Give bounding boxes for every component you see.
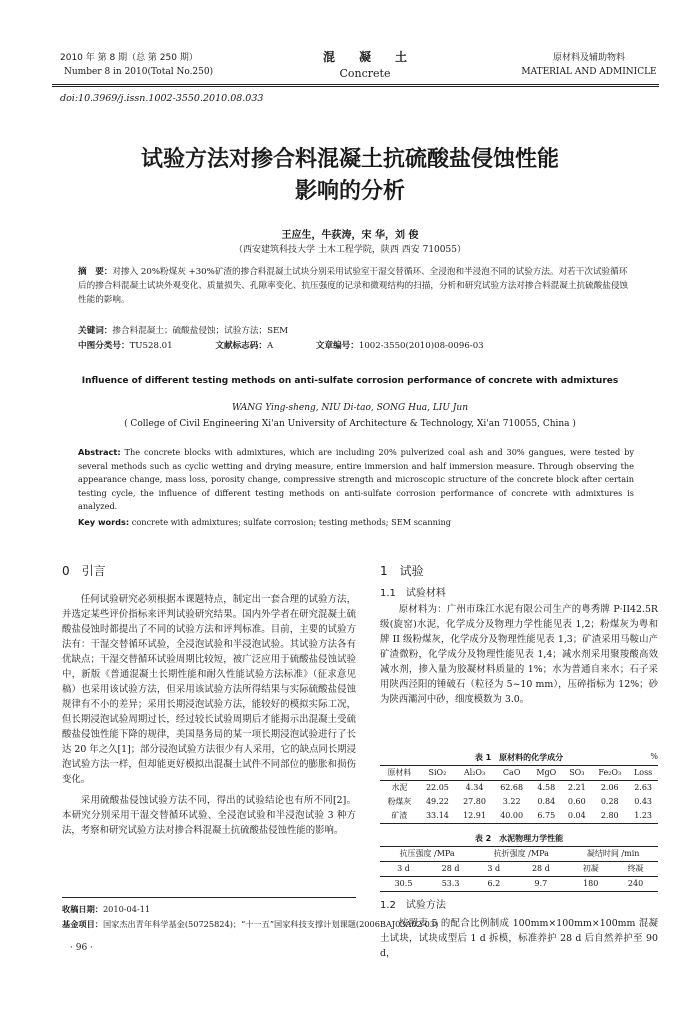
- table-2-group-header: 凝结时间 /min: [586, 849, 640, 858]
- column-en: MATERIAL AND ADMINICLE: [521, 67, 657, 77]
- keywords-cn: 关键词：掺合料混凝土；硫酸盐侵蚀；试验方法；SEM: [78, 326, 289, 336]
- table-cell: 12.91: [463, 811, 486, 820]
- table-1-header: MgO: [536, 768, 557, 777]
- table-2-subheader: 3 d: [397, 864, 410, 873]
- title-cn-line2: 影响的分析: [294, 179, 405, 204]
- table-row: [380, 781, 658, 796]
- affiliation-en: ( College of Civil Engineering Xi'an University of Architecture & Technology, Xi'an 710055, China ): [124, 419, 576, 429]
- table-2-subheader: 28 d: [531, 864, 550, 873]
- table-cell: 2.80: [600, 811, 619, 820]
- table-cell: 0.04: [567, 811, 586, 820]
- table-cell: 0.84: [537, 797, 556, 806]
- table-1-unit: %: [650, 752, 658, 761]
- fund-info: 基金项目：国家杰出青年科学基金(50725824)；“十一五”国家科技支撑计划课题(2006BAJ03A02-03): [62, 919, 439, 929]
- table-cell: 4.58: [537, 783, 556, 792]
- abstract-cn-text: 对掺入 20%粉煤灰 +30%矿渣的掺合料混凝土试块分别采用试验室干湿交替循环、全浸泡和半浸泡不同的试验方法。对若干次试验循环后的掺合料混凝土试块外观变化、质量损失、孔隙率变化、抗压强度的记录和微观结构的扫描，分析和研究试验方法对掺合料混凝土抗硫酸盐侵蚀性能的影响。: [78, 267, 629, 305]
- table-cell: 30.5: [394, 879, 413, 888]
- table-2-group-header: 抗压强度 /MPa: [399, 849, 455, 858]
- section-0-paragraph-2: 采用硫酸盐侵蚀试验方法不同，得出的试验结论也有所不同[2]。本研究分别采用干湿交替循环试验、全浸泡试验和半浸泡试验 3 种方法，考察和研究试验方法对掺合料混凝土抗硫酸盐侵蚀性能的影响。: [62, 795, 356, 836]
- section-0-heading: 0 引言: [62, 564, 106, 578]
- table-row: [380, 877, 658, 892]
- journal-en: Concrete: [339, 67, 391, 80]
- table-1-header: 原材料: [387, 768, 412, 777]
- table-cell: 1.23: [634, 811, 653, 820]
- table-cell: 22.05: [425, 783, 449, 792]
- table-cell: 40.00: [500, 811, 524, 820]
- table-cell: 6.2: [487, 879, 501, 888]
- table-1-caption: 表 1 原材料的化学成分: [474, 753, 564, 762]
- authors-en: WANG Ying-sheng, NIU Di-tao, SONG Hua, LIU Jun: [231, 403, 469, 413]
- table-cell: 53.3: [441, 879, 460, 888]
- table-cell: 2.06: [600, 783, 619, 792]
- table-1-header: SO₃: [569, 768, 585, 777]
- section-1-2-heading: 1.2 试验方法: [380, 900, 446, 911]
- table-cell: 0.43: [634, 797, 653, 806]
- authors-cn: 王应生，牛荻涛，宋 华，刘 俊: [281, 230, 419, 241]
- doi: doi:10.3969/j.issn.1002-3550.2010.08.033: [60, 93, 264, 104]
- section-1-1-heading: 1.1 试验材料: [380, 588, 446, 599]
- section-0-body: [62, 592, 356, 838]
- table-1-header-row: [380, 766, 658, 781]
- journal-cn: 混 凝 土: [322, 50, 407, 64]
- section-1-2-paragraph: 按照表 5 的配合比例制成 100mm×100mm×100mm 混凝土试块，试块成型后 1 d 拆模，标准养护 28 d 后自然养护至 90 d，: [380, 918, 658, 959]
- column-cn: 原材料及辅助物料: [552, 53, 625, 63]
- table-cell: 33.14: [425, 811, 449, 820]
- table-cell: 49.22: [425, 797, 449, 806]
- table-2: [380, 833, 658, 892]
- affiliation-cn: （西安建筑科技大学 土木工程学院，陕西 西安 710055）: [234, 245, 466, 255]
- table-cell: 6.75: [537, 811, 556, 820]
- table-1-header: CaO: [502, 768, 521, 777]
- table-cell: 0.28: [600, 797, 619, 806]
- section-1-2-body: [380, 916, 658, 961]
- section-1-heading: 1 试验: [380, 564, 424, 578]
- received-date: 收稿日期：2010-04-11: [62, 904, 151, 914]
- table-cell: 粉煤灰: [387, 797, 412, 806]
- abstract-cn-label: 摘 要：: [78, 267, 113, 277]
- section-0-paragraph-1: 任何试验研究必须根据本课题特点，制定出一套合理的试验方法，并选定某些评价指标来评判试验研究结果。国内外学者在研究混凝土硫酸盐侵蚀时都提出了不同的试验方法和评判标准。目前，主要的试验方法有：干湿交替循环试验，全浸泡试验和半浸泡试验。其试验方法各有优缺点；干湿交替循环试验周期比较短，被广泛应用于硫酸盐侵蚀试验中，新版《普通混凝土长期性能和耐久性能试验方法标准》（征求意见稿）也采用该试验方法，但采用该试验方法所得结果与实际硫酸盐侵蚀规律有不小的差异；采用长期浸泡试验方法，能较好的模拟实际工况，但长期浸泡试验周期过长，经过较长试验周期后才能揭示出混凝土受硫酸盐侵蚀性能下降的规律，美国垦务局的某一项长期浸泡试验进行了长达 20 年之久[1]；部分浸泡试验方法很少有人采用，它的缺点同长期浸泡试验方法一样，但却能更好模拟出混凝土试件不同部位的膨胀和损伤变化。: [62, 594, 356, 785]
- table-cell: 矿渣: [391, 811, 408, 820]
- table-1-grid: [380, 765, 658, 824]
- table-cell: 27.80: [463, 797, 486, 806]
- table-cell: 180: [583, 879, 599, 888]
- table-cell: 240: [627, 879, 644, 888]
- header-rule-2: [52, 86, 659, 87]
- table-2-subheader-row: [380, 862, 658, 877]
- keywords-en: Key words: concrete with admixtures; sulfate corrosion; testing methods; SEM scanning: [78, 517, 452, 527]
- table-cell: 9.7: [534, 879, 548, 888]
- table-2-subheader: 终凝: [627, 864, 644, 873]
- table-cell: 3.22: [502, 797, 521, 806]
- table-row: [380, 809, 658, 824]
- classification-line: 中图分类号：TU528.01 文献标志码：A 文章编号：1002-3550(2010)08-0096-03: [78, 341, 484, 351]
- abstract-en: Abstract: The concrete blocks with admixtures, which are including 20% pulverized coal ash and 30% gangues, were tested by several methods such as cyclic wetting and drying measure, entire immersion and half immersion measure. Through observing the appearance change, mass loss, porosity change, compressive strength and microscopic structure of the concrete block after certain testing cycle, the influence of different testing methods on anti-sulfate corrosion performance of concrete with admixtures is analyzed.: [78, 447, 634, 511]
- page-number: · 96 ·: [70, 943, 93, 953]
- table-2-subheader: 初凝: [582, 864, 599, 873]
- footnote-rule: [62, 897, 356, 898]
- table-cell: 0.60: [567, 797, 586, 806]
- table-1-header: SiO₂: [428, 768, 447, 777]
- issue-en: Number 8 in 2010(Total No.250): [64, 67, 214, 77]
- table-1-header: Loss: [633, 768, 653, 777]
- table-2-group-header: 抗折强度 /MPa: [493, 849, 549, 858]
- table-cell: 水泥: [391, 783, 408, 792]
- section-1-1-paragraph: 原材料为：广州市珠江水泥有限公司生产的粤秀牌 P·II42.5R 级(旋窑)水泥，化学成分及物理力学性能见表 1,2；粉煤灰为粤和牌 II 级粉煤灰，化学成分及物理性能见表 1,3；矿渣采用马鞍山产矿渣微粉，化学成分及物理性能见表 1,4；减水剂采用聚羧酸高效减水剂，掺入量为胶凝材料质量的 1%；水为普通自来水；石子采用陕西泾阳的锤破石（粒径为 5~10 mm），压碎指标为 12%；砂为陕西灞河中砂，细度模数为 3.0。: [380, 604, 658, 705]
- issue-cn: 2010 年 第 8 期（总 第 250 期）: [60, 53, 198, 63]
- table-row: [380, 795, 658, 809]
- table-2-group-row: [380, 847, 658, 862]
- table-2-subheader: 28 d: [441, 864, 460, 873]
- table-1-header: Fe₂O₃: [598, 768, 622, 777]
- table-cell: 62.68: [500, 783, 524, 792]
- table-2-grid: [380, 846, 658, 892]
- title-cn-line1: 试验方法对掺合料混凝土抗硫酸盐侵蚀性能: [140, 147, 559, 172]
- title-en: Influence of different testing methods on anti-sulfate corrosion performance of concrete with admixtures: [81, 376, 619, 386]
- section-1-1-body: [380, 602, 658, 707]
- table-cell: 2.21: [567, 783, 586, 792]
- table-cell: 2.63: [634, 783, 653, 792]
- table-cell: 4.34: [465, 783, 484, 792]
- table-1: [380, 752, 658, 824]
- table-1-header: Al₂O₃: [463, 768, 486, 777]
- abstract-cn: [78, 265, 634, 307]
- header-rule: [52, 84, 659, 85]
- table-2-caption: 表 2 水泥物理力学性能: [474, 834, 564, 843]
- table-2-subheader: 3 d: [487, 864, 501, 873]
